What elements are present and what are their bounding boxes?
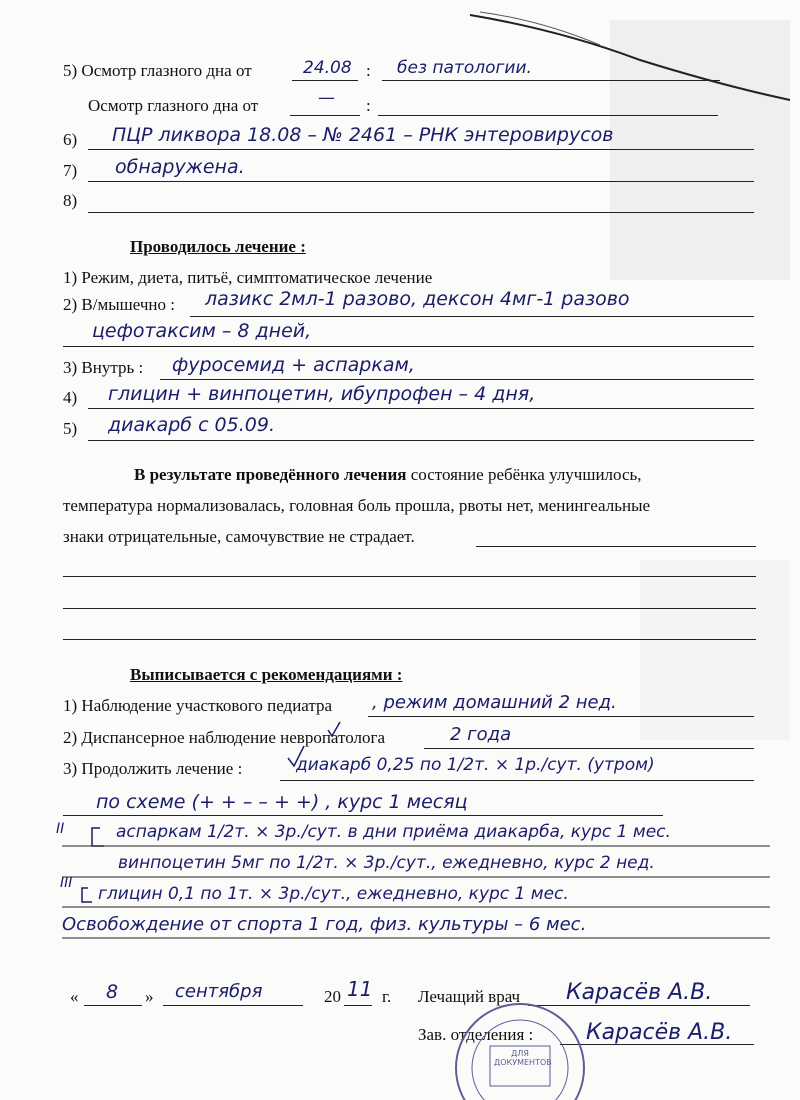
colon: : xyxy=(366,96,371,115)
item-number: 6) xyxy=(63,130,78,149)
fundus-exam-result: без патологии. xyxy=(397,58,532,78)
treatment-item-3-handwritten: фуросемид + аспаркам, xyxy=(172,354,415,376)
recommendation-3: 3) Продолжить лечение : xyxy=(63,759,243,778)
date-year-g: г. xyxy=(382,987,392,1006)
result-paragraph-line-2: температура нормализовалась, головная боль прошла, рвоты нет, менингеальные xyxy=(63,496,651,515)
attending-doctor-signature: Карасёв А.В. xyxy=(566,980,713,1005)
department-head-signature: Карасёв А.В. xyxy=(586,1020,733,1045)
recommendation-aspark: аспаркам 1/2т. × 3р./сут. в дни приёма диакарба, курс 1 мес. xyxy=(116,822,671,842)
treatment-item-1: 1) Режим, диета, питьё, симптоматическое лечение xyxy=(63,268,433,287)
pcr-result-line-1: ПЦР ликвора 18.08 – № 2461 – РНК энтеровирусов xyxy=(112,124,614,146)
pcr-result-line-2: обнаружена. xyxy=(115,156,245,178)
recommendation-1-handwritten: , режим домашний 2 нед. xyxy=(372,692,617,713)
date-quote-close: » xyxy=(145,987,154,1006)
treatment-item-2-handwritten-cont: цефотаксим – 8 дней, xyxy=(92,320,312,342)
result-lead-rest: состояние ребёнка улучшилось, xyxy=(410,465,642,484)
recommendation-3-handwritten: диакарб 0,25 по 1/2т. × 1р./сут. (утром) xyxy=(296,755,655,775)
treatment-item-5-label: 5) xyxy=(63,419,78,438)
attending-doctor-label: Лечащий врач xyxy=(418,987,521,1006)
colon: : xyxy=(366,61,371,80)
fundus-exam-date-2: — xyxy=(318,88,335,108)
date-quote-open: « xyxy=(70,987,79,1006)
treatment-item-2-handwritten: лазикс 2мл-1 разово, дексон 4мг-1 разово xyxy=(205,288,630,310)
recommendation-glycine: глицин 0,1 по 1т. × 3р./сут., ежедневно, курс 1 мес. xyxy=(98,884,569,904)
date-month: сентября xyxy=(175,981,263,1002)
item-number: 7) xyxy=(63,161,78,180)
recommendation-sport-exemption: Освобождение от спорта 1 год, физ. культуры – 6 мес. xyxy=(62,914,587,935)
item-number: 8) xyxy=(63,191,78,210)
recommendation-3-schedule: по схеме (+ + – – + +) , курс 1 месяц xyxy=(96,791,468,813)
treatment-heading: Проводилось лечение : xyxy=(130,237,306,256)
date-year-suffix: 11 xyxy=(347,977,373,1001)
recommendations-heading: Выписывается с рекомендациями : xyxy=(130,665,403,684)
check-mark-icon xyxy=(288,746,304,766)
fundus-exam-label-2: Осмотр глазного дна от xyxy=(88,96,259,115)
treatment-item-4-label: 4) xyxy=(63,388,78,407)
recommendation-1: 1) Наблюдение участкового педиатра xyxy=(63,696,333,715)
date-year-prefix: 20 xyxy=(324,987,341,1006)
recommendation-roman-3: III xyxy=(60,875,73,891)
bracket-mark xyxy=(82,888,92,902)
department-head-label: Зав. отделения : xyxy=(418,1025,534,1044)
check-mark-icon xyxy=(328,722,340,736)
treatment-item-4-handwritten: глицин + винпоцетин, ибупрофен – 4 дня, xyxy=(108,383,536,405)
fundus-exam-label: 5) Осмотр глазного дна от xyxy=(63,61,252,80)
result-paragraph-line-3: знаки отрицательные, самочувствие не страдает. xyxy=(63,527,415,546)
treatment-item-3-label: 3) Внутрь : xyxy=(63,358,144,377)
recommendation-vinpocetin: винпоцетин 5мг по 1/2т. × 3р./сут., ежедневно, курс 2 нед. xyxy=(118,853,655,873)
stamp-text: ДЛЯ ДОКУМЕНТОВ xyxy=(494,1049,552,1067)
recommendation-2-handwritten: 2 года xyxy=(450,724,512,745)
result-lead: В результате проведённого лечения xyxy=(134,465,407,484)
treatment-item-5-handwritten: диакарб с 05.09. xyxy=(108,414,275,436)
bracket-mark xyxy=(92,828,104,846)
recommendation-2: 2) Диспансерное наблюдение невропатолога xyxy=(63,728,386,747)
fundus-exam-date: 24.08 xyxy=(303,58,352,78)
recommendation-roman-2: II xyxy=(56,821,65,837)
date-day: 8 xyxy=(106,981,119,1003)
treatment-item-2-label: 2) В/мышечно : xyxy=(63,295,175,314)
torn-corner-shadow xyxy=(470,15,790,100)
